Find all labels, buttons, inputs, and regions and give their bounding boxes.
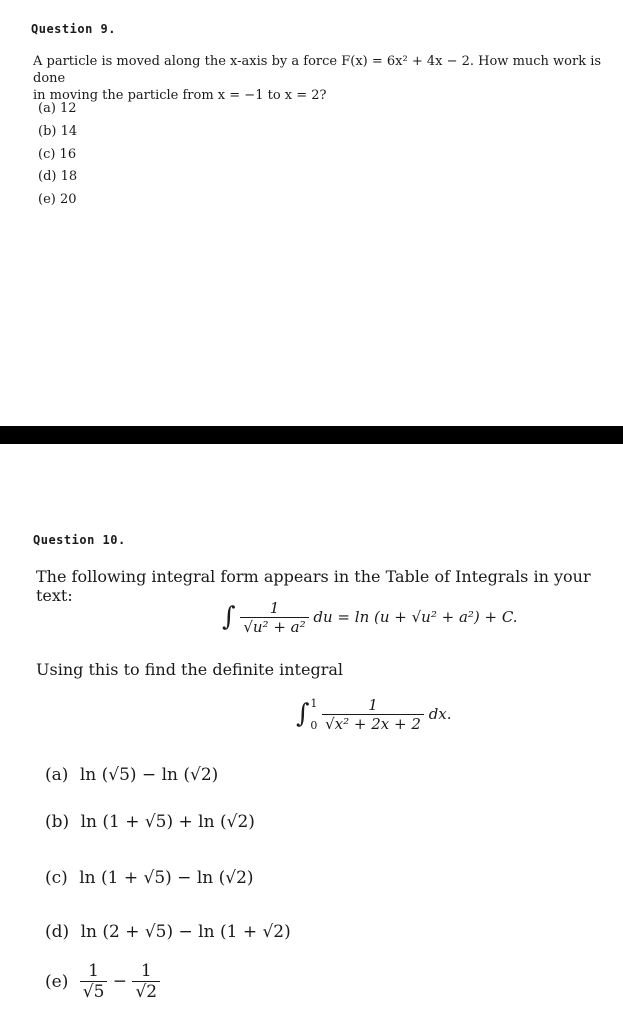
q10-option-expression: ln (2 + √5) − ln (1 + √2) [80,922,291,942]
formula-denominator: √u² + a² [240,617,308,636]
q10-option-expression: ln (1 + √5) + ln (√2) [80,812,255,832]
q10-option-expression: ln (1 + √5) − ln (√2) [79,868,254,888]
upper-limit: 1 [310,697,318,710]
q10-option-d [45,922,291,942]
integral-table-formula [222,600,518,636]
q10-option-label: (e) [45,971,69,992]
question-10-prompt: Using this to find the definite integral [36,660,343,679]
question-9-text-line-2: in moving the particle from x = −1 to x = 2? [33,88,327,103]
q10-option-label: (d) [45,922,70,942]
question-9-title: Question 9. [31,22,116,36]
q9-option-e: (e) 20 [38,192,77,207]
q9-option-d: (d) 18 [38,169,78,184]
question-9-text [33,53,608,104]
section-divider [0,426,623,444]
definite-dx: dx. [428,705,452,723]
formula-numerator: 1 [269,599,280,617]
q9-option-c: (c) 16 [38,147,77,162]
definite-fraction [322,697,424,733]
formula-rhs: du = ln (u + √u² + a²) + C. [313,607,518,626]
question-10-title: Question 10. [33,533,126,547]
option-e-minus: − [112,971,128,992]
q10-option-a [45,765,218,785]
definite-integral-sign: ∫ [296,699,310,729]
definite-integral [296,693,452,737]
formula-fraction [240,600,308,636]
lower-limit: 0 [310,719,318,732]
q9-option-b: (b) 14 [38,124,78,139]
q10-option-c [45,868,254,888]
option-e-fraction-1 [80,962,108,1002]
definite-denominator: √x² + 2x + 2 [322,714,424,733]
integral-sign: ∫ [222,601,236,632]
q10-option-e [45,962,160,1002]
q10-option-label: (a) [45,765,69,785]
definite-numerator: 1 [368,696,378,715]
q10-option-b [45,812,255,832]
option-e-fraction-2 [132,962,160,1002]
option-e-numerator-1: 1 [88,961,99,981]
question-10-intro: The following integral form appears in the Table of Integrals in your text: [36,567,591,605]
q9-option-a: (a) 12 [38,101,77,116]
option-e-numerator-2: 1 [140,961,152,981]
q10-option-expression: ln (√5) − ln (√2) [79,765,219,785]
option-e-denominator-2: √2 [132,981,160,1002]
question-9-text-line-1: A particle is moved along the x-axis by a force F(x) = 6x² + 4x − 2. How much work is done [33,54,602,86]
option-e-denominator-1: √5 [80,981,108,1002]
q10-option-label: (b) [45,812,70,832]
q10-option-label: (c) [45,868,68,888]
